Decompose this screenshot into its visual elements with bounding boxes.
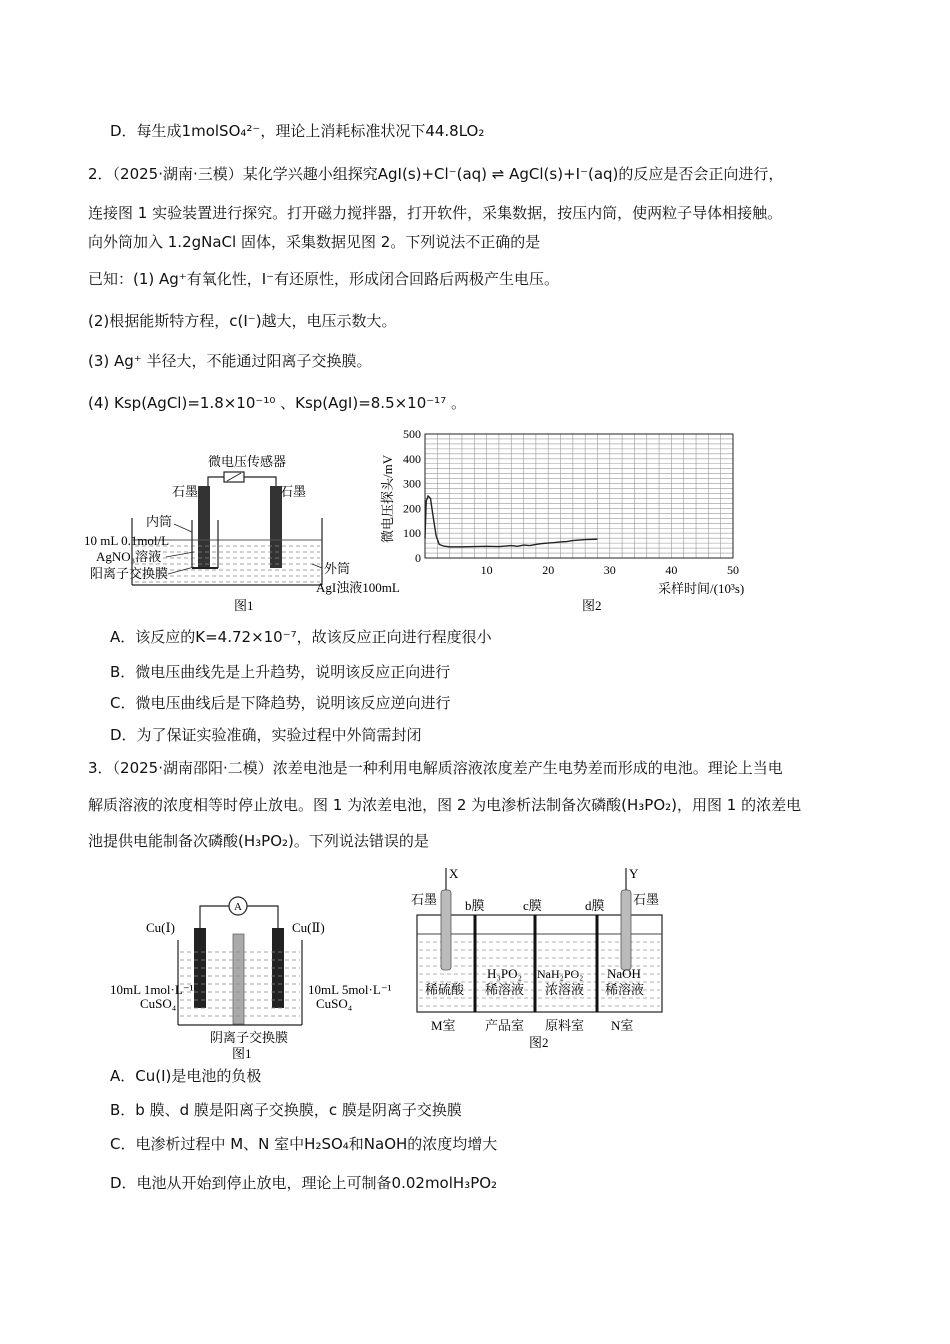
fig1-caption: 图1 [234, 598, 254, 613]
q2-known4: (4) Ksp(AgCl)=1.8×10⁻¹⁰ 、Ksp(AgI)=8.5×10⁻¹⁷ 。 [88, 394, 466, 412]
q3-option-a: A．Cu(Ⅰ)是电池的负极 [110, 1067, 262, 1085]
right-solution-line1: 10mL 5mol·L⁻¹ [308, 982, 392, 997]
left-graphite-electrode [441, 890, 451, 970]
q2-option-d: D．为了保证实验准确，实验过程中外筒需封闭 [110, 726, 422, 744]
right-solution-line2: CuSO₄ [316, 996, 353, 1011]
q2-header: 2．（2025·湖南·三模）某化学兴趣小组探究AgI(s)+Cl⁻(aq) ⇌ AgCl(s)+I⁻(aq)的反应是否会正向进行， [88, 165, 784, 183]
chart-y-tick-label: 200 [403, 501, 421, 516]
inner-label: 内筒 [146, 514, 173, 529]
m-room-label: M室 [431, 1018, 456, 1033]
d-membrane-label: d膜 [585, 898, 605, 913]
q3-line3: 池提供电能制备次磷酸(H₃PO₂)。下列说法错误的是 [88, 832, 429, 850]
raw-solution-line2: 浓溶液 [545, 982, 585, 997]
chart-x-tick-label: 20 [542, 563, 555, 577]
cu1-label: Cu(Ⅰ) [146, 920, 175, 935]
n-solution-line1: NaOH [607, 966, 641, 981]
membrane-label: 阴离子交换膜 [210, 1030, 289, 1045]
product-solution-line2: 稀溶液 [485, 982, 525, 997]
ammeter-label: A [234, 901, 242, 913]
sensor-label: 微电压传感器 [208, 454, 287, 469]
n-solution-line2: 稀溶液 [605, 982, 645, 997]
membrane-label: 阳离子交换膜 [90, 566, 169, 581]
q2-line2: 连接图 1 实验装置进行探究。打开磁力搅拌器，打开软件，采集数据，按压内筒，使两粒子导体相接触。 [88, 204, 783, 222]
fig2-caption: 图2 [529, 1035, 549, 1050]
q2-figure2-chart [370, 425, 770, 620]
q2-known2: (2)根据能斯特方程，c(I⁻)越大，电压示数大。 [88, 312, 397, 330]
solution1-label: 10 mL 0.1mol/L [84, 533, 170, 548]
left-solution-line2: CuSO₄ [140, 996, 177, 1011]
chart-x-tick-label: 50 [727, 563, 739, 577]
solution2-label: AgNO₃溶液 [96, 549, 162, 564]
chart-y-ticks [403, 427, 421, 565]
x-label: X [449, 866, 459, 881]
cu2-label: Cu(Ⅱ) [292, 920, 325, 935]
q2-known1: 已知：(1) Ag⁺有氧化性，I⁻有还原性，形成闭合回路后两极产生电压。 [88, 270, 560, 288]
anion-membrane [233, 934, 244, 1024]
n-room-label: N室 [611, 1018, 634, 1033]
product-solution-line1: H₃PO₂ [487, 966, 523, 981]
raw-room-label: 原料室 [545, 1018, 585, 1033]
q2-known3: (3) Ag⁺ 半径大，不能通过阳离子交换膜。 [88, 352, 372, 370]
chart-xlabel: 采样时间/(10³s) [658, 581, 745, 596]
chart-x-tick-label: 30 [603, 563, 616, 577]
fig1-caption: 图1 [232, 1046, 252, 1060]
chart-y-tick-label: 100 [403, 526, 421, 541]
q3-figure2 [405, 860, 675, 1060]
graphite-right-label: 石墨 [280, 484, 307, 499]
q2-option-b: B．微电压曲线先是上升趋势，说明该反应正向进行 [110, 663, 451, 681]
q2-option-a: A．该反应的K=4.72×10⁻⁷，故该反应正向进行程度很小 [110, 628, 492, 646]
q1-option-d: D．每生成1molSO₄²⁻，理论上消耗标准状况下44.8LO₂ [110, 122, 485, 140]
chart-x-tick-label: 10 [480, 563, 493, 577]
q2-option-c: C．微电压曲线后是下降趋势，说明该反应逆向进行 [110, 694, 451, 712]
q2-figure1 [80, 440, 420, 620]
chart-y-tick-label: 0 [415, 551, 421, 565]
q3-option-d: D．电池从开始到停止放电，理论上可制备0.02molH₃PO₂ [110, 1174, 498, 1192]
chart-x-tick-label: 40 [665, 563, 678, 577]
q2-line3: 向外筒加入 1.2gNaCl 固体，采集数据见图 2。下列说法不正确的是 [88, 233, 541, 251]
chart-ylabel: 微电压探头/mV [380, 454, 395, 543]
chart-x-ticks [481, 563, 739, 577]
graphite-left-label: 石墨 [172, 484, 199, 499]
graphite-left-label: 石墨 [411, 892, 438, 907]
b-membrane-label: b膜 [465, 898, 485, 913]
raw-solution-line1: NaH₂PO₂ [537, 967, 584, 981]
right-graphite-electrode [621, 890, 631, 970]
q3-option-c: C．电渗析过程中 M、N 室中H₂SO₄和NaOH的浓度均增大 [110, 1135, 498, 1153]
chart-y-tick-label: 300 [403, 476, 421, 491]
product-room-label: 产品室 [485, 1018, 525, 1033]
q3-figure1 [110, 880, 400, 1060]
q3-option-b: B．b 膜、d 膜是阳离子交换膜，c 膜是阴离子交换膜 [110, 1101, 462, 1119]
graphite-right-label: 石墨 [633, 892, 660, 907]
m-solution-label: 稀硫酸 [425, 982, 465, 997]
left-solution-line1: 10mL 1mol·L⁻¹ [110, 982, 194, 997]
q3-line2: 解质溶液的浓度相等时停止放电。图 1 为浓差电池，图 2 为电渗析法制备次磷酸(H₃PO₂)，用图 1 的浓差电 [88, 796, 802, 814]
c-membrane-label: c膜 [523, 898, 542, 913]
agi-label: AgI浊液100mL [316, 580, 400, 595]
outer-label: 外筒 [324, 561, 351, 576]
y-label: Y [629, 866, 639, 881]
left-graphite-electrode [198, 486, 210, 568]
chart-y-tick-label: 400 [403, 451, 421, 466]
chart-caption: 图2 [582, 598, 602, 613]
q3-header: 3．（2025·湖南邵阳·二模）浓差电池是一种利用电解质溶液浓度差产生电势差而形成的电池。理论上当电 [88, 759, 783, 777]
chart-y-tick-label: 500 [403, 427, 421, 441]
